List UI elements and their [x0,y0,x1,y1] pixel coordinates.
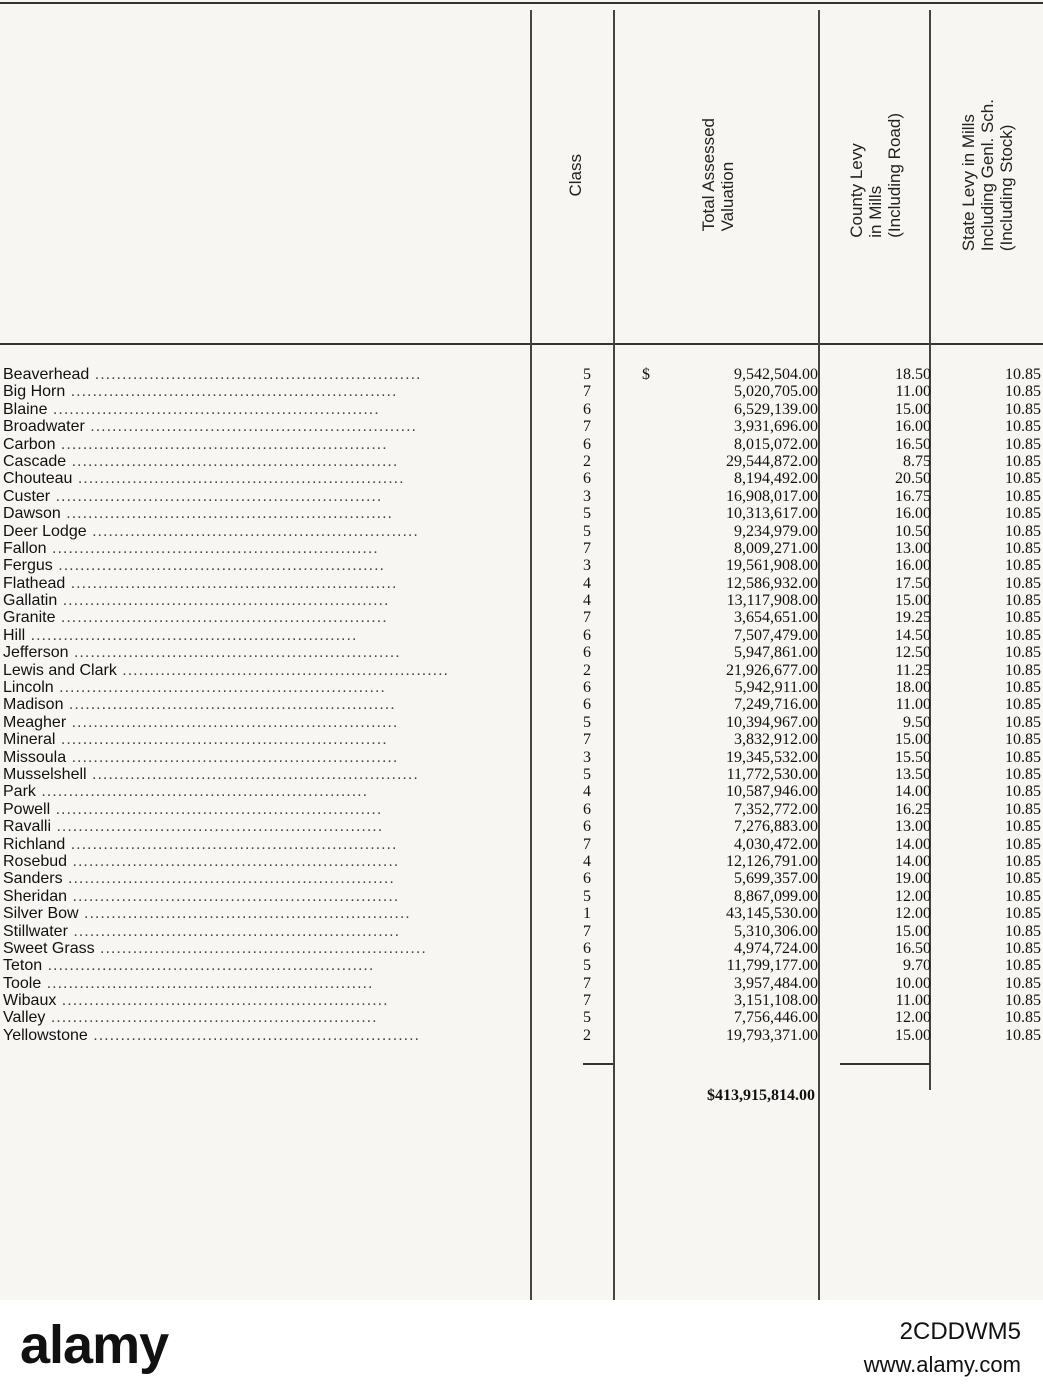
state-levy-cell: 10.85 [1005,609,1041,627]
county-name: Beaverhead ............................................................ [3,366,422,383]
county-levy-cell: 19.25 [895,609,931,627]
county-levy-cell: 15.00 [895,400,931,418]
class-cell: 3 [583,487,591,505]
state-levy-cell: 10.85 [1005,644,1041,662]
class-cell: 7 [583,383,591,401]
county-name: Blaine ............................................................ [3,400,380,418]
county-levy-cell: 17.50 [895,574,931,592]
valuation-cell: 7,276,883.00 [734,818,818,836]
class-cell: 2 [583,1026,591,1044]
valuation-cell: 3,654,651.00 [734,609,818,627]
class-cell: 5 [583,887,591,905]
county-levy-cell: 11.00 [895,992,931,1010]
state-levy-cell: 10.85 [1005,818,1041,836]
leader-dots: ............................................................ [89,366,422,383]
class-cell: 6 [583,800,591,818]
county-name: Stillwater ............................................................ [3,922,401,940]
class-cell: 4 [583,592,591,610]
table-row [0,662,1043,679]
class-cell: 5 [583,1009,591,1027]
county-name: Broadwater ............................................................ [3,418,417,436]
county-name: Silver Bow ............................................................ [3,905,411,923]
leader-dots: ............................................................ [86,522,419,540]
state-levy-cell: 10.85 [1005,487,1041,505]
county-levy-cell: 8.75 [903,452,931,470]
valuation-cell: 5,699,357.00 [734,870,818,888]
county-levy-cell: 14.00 [895,852,931,870]
table-row [0,679,1043,696]
county-name: Lewis and Clark ............................................................ [3,661,449,679]
valuation-cell: 29,544,872.00 [726,452,818,470]
class-cell: 4 [583,783,591,801]
class-cell: 5 [583,765,591,783]
valuation-cell: 9,234,979.00 [734,522,818,540]
table-row [0,418,1043,435]
table-row [0,818,1043,835]
leader-dots: ............................................................ [53,679,386,697]
county-name: Fergus ............................................................ [3,557,385,575]
valuation-cell: 5,942,911.00 [734,679,818,697]
county-name: Sheridan ............................................................ [3,887,400,905]
valuation-cell: 11,772,530.00 [726,765,818,783]
county-levy-cell: 16.50 [895,939,931,957]
state-levy-cell: 10.85 [1005,696,1041,714]
leader-dots: ............................................................ [67,922,401,940]
county-name: Sweet Grass ............................................................ [3,939,427,957]
county-name: Valley ............................................................ [3,1009,378,1027]
class-cell: 5 [583,505,591,523]
leader-dots: ............................................................ [66,713,399,731]
table-row [0,488,1043,505]
table-row [0,453,1043,470]
valuation-cell: 8,867,099.00 [734,887,818,905]
county-levy-cell: 11.25 [895,661,931,679]
state-levy-cell: 10.85 [1005,992,1041,1010]
class-cell: 6 [583,818,591,836]
header-class: Class [565,153,585,197]
valuation-cell: 8,194,492.00 [734,470,818,488]
county-name: Mineral ............................................................ [3,731,388,749]
leader-dots: ............................................................ [87,1026,420,1044]
leader-dots: ............................................................ [65,835,398,853]
county-name: Deer Lodge ............................................................ [3,522,419,540]
county-name: Rosebud ............................................................ [3,852,400,870]
valuation-cell: 10,313,617.00 [726,505,818,523]
county-name: Big Horn ............................................................ [3,383,398,401]
class-cell: 6 [583,400,591,418]
county-levy-cell: 13.50 [895,765,931,783]
county-levy-cell: 16.00 [895,418,931,436]
valuation-cell: 10,394,967.00 [726,713,818,731]
state-levy-cell: 10.85 [1005,574,1041,592]
table-row [0,1027,1043,1044]
county-name: Toole ............................................................ [3,974,374,992]
leader-dots: ............................................................ [94,939,427,957]
county-levy-cell: 13.00 [895,539,931,557]
watermark-bar [0,1300,1043,1390]
state-levy-cell: 10.85 [1005,470,1041,488]
table-row [0,557,1043,574]
class-cell: 5 [583,522,591,540]
state-levy-cell: 10.85 [1005,679,1041,697]
county-levy-cell: 16.00 [895,505,931,523]
valuation-cell: 8,015,072.00 [734,435,818,453]
county-levy-cell: 12.00 [895,887,931,905]
leader-dots: ............................................................ [55,609,388,627]
valuation-cell: 11,799,177.00 [726,957,818,975]
state-levy-cell: 10.85 [1005,765,1041,783]
leader-dots: ............................................................ [45,1009,378,1027]
state-levy-cell: 10.85 [1005,557,1041,575]
county-rows [0,366,1043,1044]
class-cell: 5 [583,713,591,731]
valuation-cell: 6,529,139.00 [734,400,818,418]
class-cell: 6 [583,644,591,662]
class-cell: 5 [583,366,591,383]
county-name: Custer ............................................................ [3,487,383,505]
table-row [0,992,1043,1009]
state-levy-cell: 10.85 [1005,713,1041,731]
county-levy-cell: 15.50 [895,748,931,766]
leader-dots: ............................................................ [63,696,396,714]
class-cell: 6 [583,939,591,957]
county-name: Madison ............................................................ [3,696,396,714]
leader-dots: ............................................................ [67,852,400,870]
leader-dots: ............................................................ [51,818,384,836]
valuation-cell: 5,310,306.00 [734,922,818,940]
county-levy-cell: 18.00 [895,679,931,697]
county-name: Flathead ............................................................ [3,574,398,592]
county-name: Teton ............................................................ [3,957,375,975]
leader-dots: ............................................................ [62,870,395,888]
table-row [0,923,1043,940]
state-levy-cell: 10.85 [1005,783,1041,801]
leader-dots: ............................................................ [60,505,393,523]
class-cell: 5 [583,957,591,975]
table-row [0,436,1043,453]
table-row [0,766,1043,783]
state-levy-cell: 10.85 [1005,887,1041,905]
leader-dots: ............................................................ [47,400,380,418]
valuation-cell: 7,507,479.00 [734,626,818,644]
table-row [0,609,1043,626]
valuation-cell: 8,009,271.00 [734,539,818,557]
table-row [0,696,1043,713]
leader-dots: ............................................................ [65,383,398,401]
valuation-cell: 10,587,946.00 [726,783,818,801]
leader-dots: ............................................................ [84,418,417,436]
county-levy-cell: 19.00 [895,870,931,888]
county-name: Granite ............................................................ [3,609,388,627]
valuation-cell: 19,793,371.00 [726,1026,818,1044]
state-levy-cell: 10.85 [1005,592,1041,610]
leader-dots: ............................................................ [25,626,358,644]
table-row [0,940,1043,957]
leader-dots: ............................................................ [42,957,375,975]
table-row [0,540,1043,557]
county-name: Yellowstone ............................................................ [3,1026,420,1044]
county-levy-cell: 15.00 [895,592,931,610]
leader-dots: ............................................................ [65,574,398,592]
valuation-cell: 21,926,677.00 [726,661,818,679]
county-levy-cell: 15.00 [895,922,931,940]
state-levy-cell: 10.85 [1005,939,1041,957]
county-levy-cell: 15.00 [895,731,931,749]
county-levy-cell: 12.00 [895,1009,931,1027]
county-levy-cell: 16.25 [895,800,931,818]
valuation-cell: 5,947,861.00 [734,644,818,662]
valuation-cell: 19,561,908.00 [726,557,818,575]
state-levy-cell: 10.85 [1005,800,1041,818]
county-levy-cell: 16.00 [895,557,931,575]
state-levy-cell: 10.85 [1005,661,1041,679]
leader-dots: ............................................................ [66,452,399,470]
header-total-assessed-valuation: Total Assessed Valuation [699,118,737,232]
county-levy-cell: 12.00 [895,905,931,923]
county-levy-cell: 9.70 [903,957,931,975]
state-levy-cell: 10.85 [1005,748,1041,766]
county-levy-cell: 16.75 [895,487,931,505]
table-row [0,644,1043,661]
class-cell: 3 [583,557,591,575]
leader-dots: ............................................................ [52,557,385,575]
county-name: Missoula ............................................................ [3,748,399,766]
state-levy-cell: 10.85 [1005,852,1041,870]
class-cell: 7 [583,992,591,1010]
county-name: Cascade ............................................................ [3,452,399,470]
class-cell: 7 [583,609,591,627]
table-row [0,888,1043,905]
leader-dots: ............................................................ [72,470,405,488]
class-cell: 7 [583,418,591,436]
county-name: Sanders ............................................................ [3,870,395,888]
state-levy-cell: 10.85 [1005,435,1041,453]
county-name: Jefferson ............................................................ [3,644,401,662]
state-levy-cell: 10.85 [1005,626,1041,644]
header-rule [0,343,1043,345]
state-levy-cell: 10.85 [1005,505,1041,523]
table-row [0,592,1043,609]
valuation-cell: 7,352,772.00 [734,800,818,818]
header-county-levy: County Levy in Mills (Including Road) [846,112,904,238]
state-levy-cell: 10.85 [1005,922,1041,940]
class-cell: 7 [583,539,591,557]
county-name: Meagher ............................................................ [3,713,399,731]
county-name: Dawson ............................................................ [3,505,393,523]
county-levy-cell: 14.50 [895,626,931,644]
class-cell: 6 [583,470,591,488]
county-name: Chouteau ............................................................ [3,470,405,488]
leader-dots: ............................................................ [68,644,401,662]
state-levy-cell: 10.85 [1005,1009,1041,1027]
class-cell: 3 [583,748,591,766]
county-levy-cell: 20.50 [895,470,931,488]
table-row [0,801,1043,818]
state-levy-cell: 10.85 [1005,1026,1041,1044]
county-levy-cell: 14.00 [895,835,931,853]
state-levy-cell: 10.85 [1005,452,1041,470]
alamy-logo: alamy [20,1315,169,1375]
class-cell: 7 [583,922,591,940]
valuation-cell: 13,117,908.00 [726,592,818,610]
county-name: Musselshell ............................................................ [3,765,419,783]
table-row [0,870,1043,887]
leader-dots: ............................................................ [78,905,411,923]
table-row [0,905,1043,922]
valuation-cell: 5,020,705.00 [734,383,818,401]
county-levy-cell: 13.00 [895,818,931,836]
total-valuation: $413,915,814.00 [707,1087,815,1104]
county-levy-cell: 16.50 [895,435,931,453]
image-id: 2CDDWM5 [899,1318,1021,1345]
state-levy-cell: 10.85 [1005,400,1041,418]
county-levy-cell: 9.50 [903,713,931,731]
county-levy-cell: 15.00 [895,1026,931,1044]
state-levy-cell: 10.85 [1005,383,1041,401]
class-cell: 1 [583,905,591,923]
county-levy-cell: 11.00 [895,696,931,714]
county-name: Wibaux ............................................................ [3,992,389,1010]
table-row [0,957,1043,974]
table-row [0,523,1043,540]
watermark-url: www.alamy.com [863,1352,1021,1377]
county-name: Powell ............................................................ [3,800,383,818]
leader-dots: ............................................................ [41,974,374,992]
leader-dots: ............................................................ [116,661,449,679]
state-levy-cell: 10.85 [1005,418,1041,436]
leader-dots: ............................................................ [50,800,383,818]
class-cell: 4 [583,574,591,592]
class-cell: 2 [583,452,591,470]
state-levy-cell: 10.85 [1005,522,1041,540]
county-name: Richland ............................................................ [3,835,398,853]
county-name: Lincoln ............................................................ [3,679,386,697]
table-row [0,836,1043,853]
sum-rule-levy [840,1063,930,1065]
table-row [0,975,1043,992]
county-levy-cell: 10.50 [895,522,931,540]
valuation-cell: 19,345,532.00 [726,748,818,766]
county-levy-cell: 12.50 [895,644,931,662]
dollar-sign: $ [642,366,650,383]
state-levy-cell: 10.85 [1005,905,1041,923]
table-row [0,383,1043,400]
county-name: Gallatin ............................................................ [3,592,390,610]
valuation-cell: 12,126,791.00 [726,852,818,870]
class-cell: 6 [583,696,591,714]
table-row [0,401,1043,418]
leader-dots: ............................................................ [55,435,388,453]
leader-dots: ............................................................ [55,731,388,749]
state-levy-cell: 10.85 [1005,957,1041,975]
county-levy-cell: 10.00 [895,974,931,992]
top-rule [0,2,1043,4]
leader-dots: ............................................................ [50,487,383,505]
valuation-cell: 43,145,530.00 [726,905,818,923]
state-levy-cell: 10.85 [1005,974,1041,992]
header-state-levy: State Levy in Mills Including Genl. Sch. (Including Stock) [959,98,1016,252]
valuation-cell: 3,957,484.00 [734,974,818,992]
table-row [0,783,1043,800]
leader-dots: ............................................................ [35,783,369,801]
class-cell: 7 [583,835,591,853]
state-levy-cell: 10.85 [1005,835,1041,853]
state-levy-cell: 10.85 [1005,870,1041,888]
class-cell: 6 [583,679,591,697]
state-levy-cell: 10.85 [1005,366,1041,383]
county-levy-cell: 18.50 [895,366,931,383]
table-row [0,853,1043,870]
class-cell: 7 [583,974,591,992]
county-name: Hill ............................................................ [3,626,358,644]
county-name: Fallon ............................................................ [3,539,379,557]
leader-dots: ............................................................ [66,748,399,766]
state-levy-cell: 10.85 [1005,539,1041,557]
table-row [0,749,1043,766]
valuation-cell: 3,931,696.00 [734,418,818,436]
valuation-cell: 4,030,472.00 [734,835,818,853]
leader-dots: ............................................................ [57,592,390,610]
county-name: Ravalli ............................................................ [3,818,384,836]
sum-rule-class [583,1063,613,1065]
county-name: Carbon ............................................................ [3,435,388,453]
leader-dots: ............................................................ [86,765,419,783]
leader-dots: ............................................................ [46,539,379,557]
county-levy-cell: 14.00 [895,783,931,801]
table-row [0,714,1043,731]
class-cell: 6 [583,626,591,644]
valuation-cell: 4,974,724.00 [734,939,818,957]
class-cell: 6 [583,870,591,888]
valuation-cell: 12,586,932.00 [726,574,818,592]
leader-dots: ............................................................ [56,992,389,1010]
leader-dots: ............................................................ [67,887,400,905]
state-levy-cell: 10.85 [1005,731,1041,749]
table-row [0,366,1043,383]
valuation-cell: 7,756,446.00 [734,1009,818,1027]
table-row [0,731,1043,748]
table-row [0,470,1043,487]
table-row [0,505,1043,522]
class-cell: 7 [583,731,591,749]
valuation-cell: 9,542,504.00 [734,366,818,383]
county-levy-cell: 11.00 [895,383,931,401]
table-row [0,627,1043,644]
county-name: Park ............................................................ [3,783,369,801]
class-cell: 4 [583,852,591,870]
class-cell: 6 [583,435,591,453]
valuation-cell: 3,832,912.00 [734,731,818,749]
valuation-cell: 3,151,108.00 [734,992,818,1010]
valuation-cell: 16,908,017.00 [726,487,818,505]
table-row [0,1009,1043,1026]
table-row [0,575,1043,592]
class-cell: 2 [583,661,591,679]
valuation-cell: 7,249,716.00 [734,696,818,714]
